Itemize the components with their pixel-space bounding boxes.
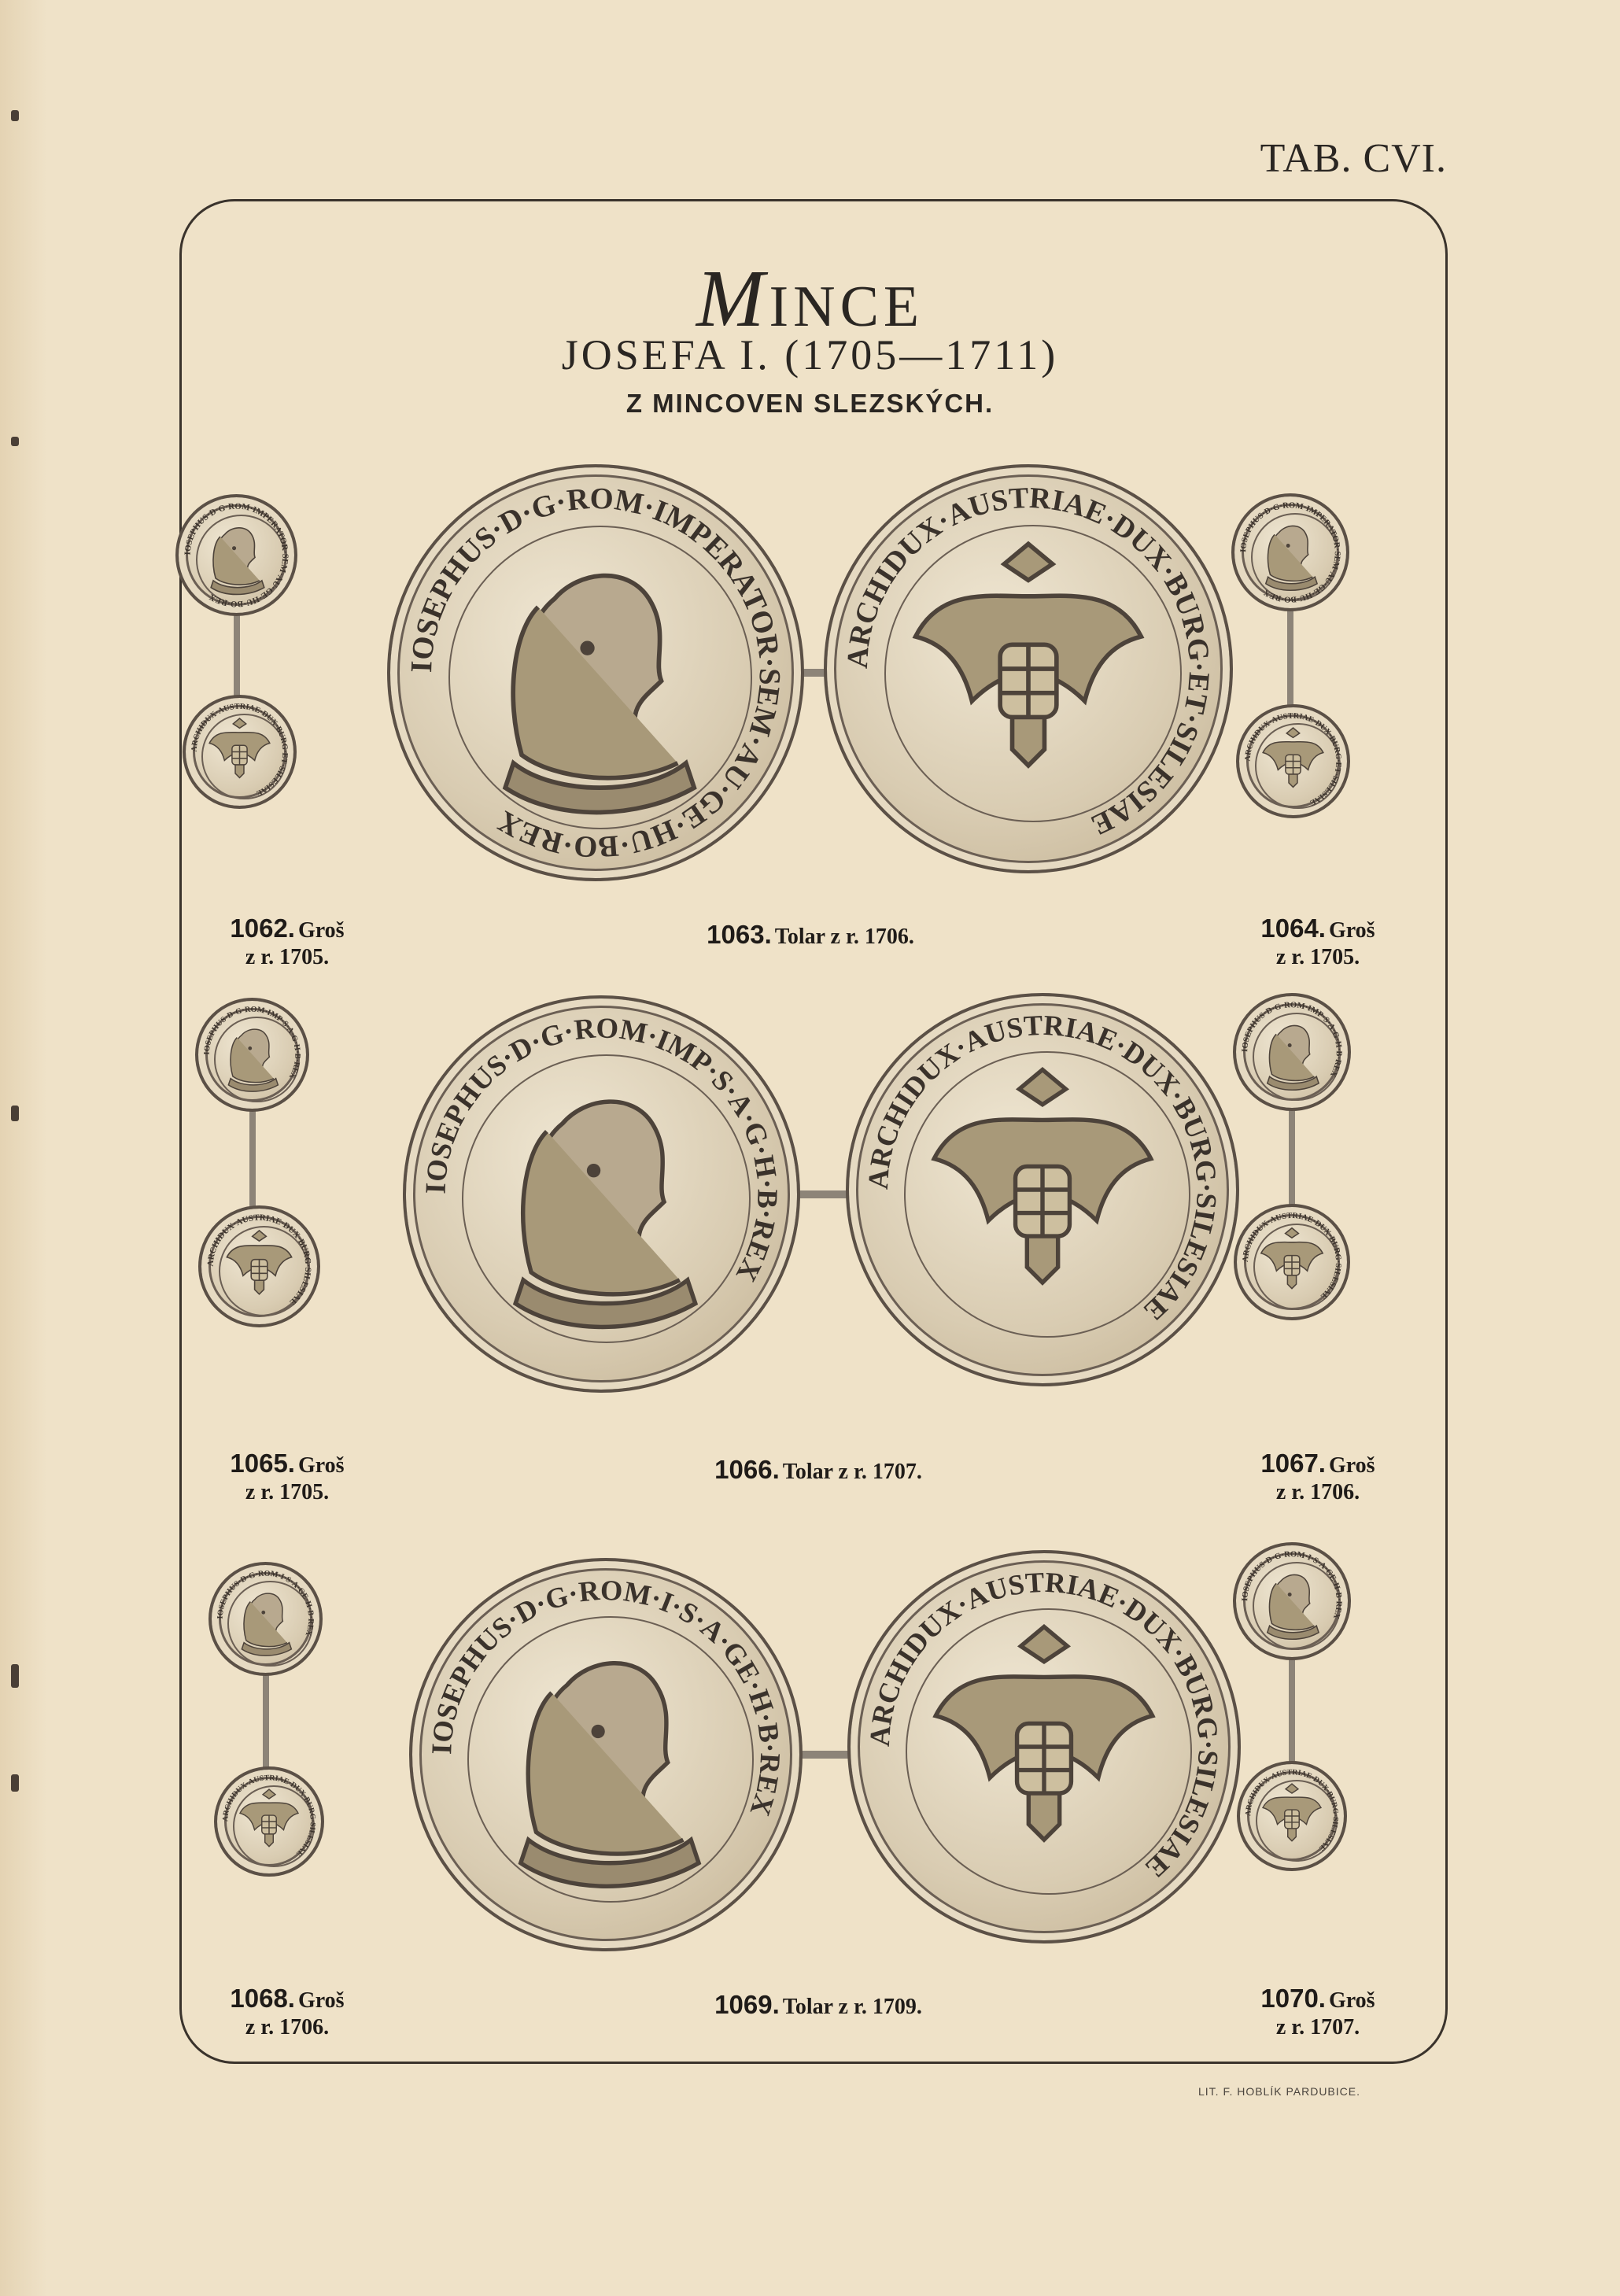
coin-legend: IOSEPHUS·D·G·ROM·I·S·A·GE·H·B·REX: [426, 1574, 787, 1820]
coin-legend: ARCHIDUX·AUSTRIAE·DUX·BURG·SILESIAE: [862, 1009, 1223, 1327]
eagle-icon: [1239, 707, 1347, 815]
grosch-obverse-left: [175, 494, 297, 616]
portrait-icon: [406, 999, 797, 1390]
portrait-icon: [1234, 496, 1346, 608]
grosch-reverse-left: [214, 1766, 324, 1877]
coin-legend: IOSEPHUS·D·G·ROM·I·S·A·GE·H·B·REX: [216, 1569, 316, 1637]
grosch-obverse-left: [208, 1562, 323, 1676]
thaler-obverse: [403, 995, 800, 1393]
coin-legend: ARCHIDUX·AUSTRIAE·DUX·BURG·ET·SILESIAE: [840, 481, 1216, 842]
grosch-reverse-right: [1234, 1204, 1350, 1320]
portrait-icon: [179, 497, 294, 613]
coin-connector: [798, 1751, 852, 1759]
coin-legend: IOSEPHUS·D·G·ROM·IMP·S·A·G·H·B·REX: [202, 1005, 302, 1080]
thaler-reverse: [846, 993, 1239, 1386]
caption-right: 1067. Groš z r. 1706.: [1260, 1449, 1375, 1504]
caption-left: 1065. Groš z r. 1705.: [230, 1449, 345, 1504]
portrait-icon: [1236, 996, 1348, 1108]
binding-mark: [11, 1664, 19, 1688]
coin-legend: ARCHIDUX·AUSTRIAE·DUX·BURG·SILESIAE: [863, 1566, 1224, 1884]
caption-center: 1063. Tolar z r. 1706.: [707, 920, 914, 949]
coin-connector: [263, 1673, 269, 1770]
caption-right: 1064. Groš z r. 1705.: [1260, 914, 1375, 969]
thaler-reverse: [824, 464, 1233, 873]
caption-center: 1066. Tolar z r. 1707.: [714, 1455, 922, 1484]
plate-number: TAB. CVI.: [1260, 136, 1447, 181]
caption-center: 1069. Tolar z r. 1709.: [714, 1990, 922, 2019]
eagle-icon: [827, 467, 1230, 870]
grosch-reverse-right: [1236, 704, 1350, 818]
coin-legend: ARCHIDUX·AUSTRIAE·DUX·BURG·SILESIAE: [1244, 1768, 1340, 1853]
plate-subtitle: JOSEFA I. (1705—1711): [561, 331, 1059, 378]
portrait-icon: [212, 1565, 319, 1673]
thaler-obverse: [387, 464, 804, 881]
title-initial: M: [696, 253, 769, 344]
coin-connector: [795, 1190, 851, 1198]
coin-connector: [1289, 1108, 1295, 1207]
eagle-icon: [1237, 1207, 1347, 1317]
portrait-icon: [390, 467, 801, 878]
printer-imprint: LIT. F. HOBLÍK PARDUBICE.: [1197, 2085, 1360, 2098]
grosch-reverse-right: [1237, 1761, 1347, 1871]
plate-subtitle-mints: Z MINCOVEN SLEZSKÝCH.: [625, 389, 995, 418]
coin-connector: [1287, 608, 1293, 707]
grosch-reverse-left: [198, 1205, 320, 1327]
grosch-obverse-right: [1233, 993, 1351, 1111]
coin-legend: ARCHIDUX·AUSTRIAE·DUX·BURG·ET·SILESIAE: [1243, 711, 1343, 807]
binding-mark: [11, 1106, 19, 1121]
coin-connector: [1289, 1657, 1295, 1764]
portrait-icon: [412, 1561, 799, 1948]
caption-right: 1070. Groš z r. 1707.: [1260, 1984, 1375, 2039]
caption-left: 1068. Groš z r. 1706.: [230, 1984, 345, 2039]
coin-legend: IOSEPHUS·D·G·ROM·IMP·S·A·G·H·B·REX: [419, 1011, 784, 1287]
eagle-icon: [186, 698, 293, 806]
coin-legend: ARCHIDUX·AUSTRIAE·DUX·BURG·SILESIAE: [221, 1774, 317, 1859]
binding-mark: [11, 437, 19, 446]
coin-legend: ARCHIDUX·AUSTRIAE·DUX·BURG·ET·SILESIAE: [190, 702, 290, 798]
grosch-obverse-right: [1231, 493, 1349, 611]
coin-legend: ARCHIDUX·AUSTRIAE·DUX·BURG·SILESIAE: [205, 1213, 313, 1308]
portrait-icon: [198, 1001, 306, 1109]
binding-mark: [11, 1774, 19, 1792]
portrait-icon: [1236, 1545, 1348, 1657]
caption-left: 1062. Groš z r. 1705.: [230, 914, 345, 969]
eagle-icon: [1240, 1764, 1344, 1868]
eagle-icon: [201, 1209, 317, 1324]
coin-connector: [249, 1109, 256, 1209]
coin-legend: IOSEPHUS·D·G·ROM·IMPERATOR·SEM·AU·GE·HU·BO·REX: [1239, 501, 1341, 604]
grosch-obverse-left: [195, 998, 309, 1112]
coin-legend: ARCHIDUX·AUSTRIAE·DUX·BURG·SILESIAE: [1241, 1211, 1343, 1301]
coin-legend: IOSEPHUS·D·G·ROM·IMP·S·A·G·H·B·REX: [1241, 1001, 1343, 1079]
eagle-icon: [849, 996, 1236, 1383]
title-rest: INCE: [769, 275, 924, 339]
grosch-reverse-left: [183, 695, 297, 809]
coin-connector: [234, 613, 240, 698]
coin-legend: IOSEPHUS·D·G·ROM·IMPERATOR·SEM·AU·GE·HU·BO·REX: [405, 482, 786, 864]
eagle-icon: [851, 1553, 1238, 1940]
binding-mark: [11, 110, 19, 121]
grosch-obverse-right: [1233, 1542, 1351, 1660]
thaler-obverse: [409, 1558, 803, 1951]
eagle-icon: [217, 1770, 321, 1873]
coin-legend: IOSEPHUS·D·G·ROM·IMPERATOR·SEM·AU·GE·HU·BO·REX: [183, 501, 290, 609]
coin-legend: IOSEPHUS·D·G·ROM·I·S·A·GE·H·B·REX: [1241, 1550, 1343, 1620]
thaler-reverse: [847, 1550, 1241, 1943]
